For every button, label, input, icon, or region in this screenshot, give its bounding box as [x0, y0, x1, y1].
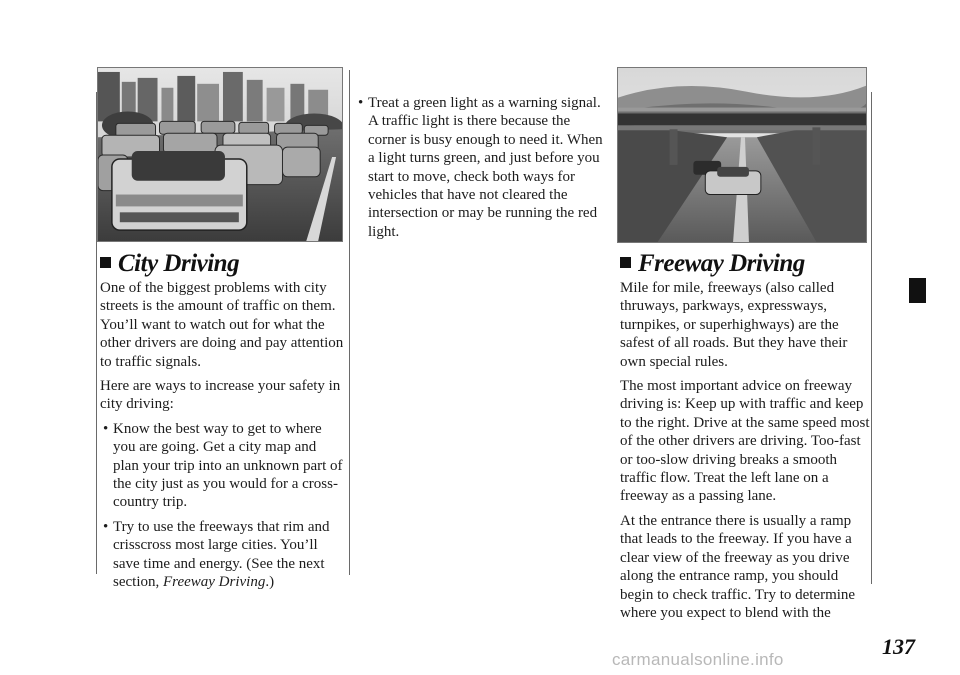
- black-square-icon: [100, 257, 111, 268]
- freeway-driving-reference: Freeway Driving: [163, 574, 266, 591]
- middle-column-text: [355, 94, 605, 247]
- paragraph: Mile for mile, freeways (also called thruways, parkways, expressways, turnpikes, or superhighways) are the safest of all roads. But they have their own special rules.: [620, 280, 848, 370]
- list-item: • Try to use the freeways that rim and crisscross most large cities. You’ll save time and energy. (See the next section, Freeway Driving.): [103, 518, 330, 591]
- watermark: carmanualsonline.info: [612, 650, 784, 669]
- bullet-dot-icon: •: [358, 95, 364, 111]
- bullet-dot-icon: •: [103, 420, 109, 437]
- column-rule-right: [871, 92, 872, 584]
- right-column-text: [620, 279, 870, 628]
- paragraph: Here are ways to increase your safety in city driving:: [100, 378, 341, 413]
- bullet-dot-icon: •: [103, 518, 109, 535]
- page-number: 137: [882, 634, 915, 659]
- list-item: • Treat a green light as a warning signal. A traffic light is there because the corner is busy enough to need it. When a light turns green, and just before you start to move, check both ways for vehicles that have not cleared the intersection or may be running the red light.: [358, 95, 603, 240]
- city-driving-heading-text: City Driving: [118, 250, 240, 277]
- city-traffic-photo: [97, 67, 343, 242]
- freeway-overpass-photo: [617, 67, 867, 243]
- chapter-tab-marker: [909, 278, 926, 303]
- list-item: • Know the best way to get to where you are going. Get a city map and plan your trip into an unknown part of the city just as you would for a cross-country trip.: [103, 420, 343, 511]
- paragraph: The most important advice on freeway driving is: Keep up with traffic and keep to the right. Drive at the same speed most of the other drivers are driving. Too-fast or too-slow driving breaks a smooth traffic flow. Treat the left lane on a freeway as a passing lane.: [620, 378, 870, 505]
- left-column-text: [100, 279, 345, 598]
- freeway-driving-heading: [620, 250, 805, 278]
- paragraph: One of the biggest problems with city streets is the amount of traffic on them. You’ll want to watch out for what the other drivers are doing and pay attention to traffic signals.: [100, 280, 344, 370]
- freeway-driving-heading-text: Freeway Driving: [638, 250, 805, 277]
- paragraph: At the entrance there is usually a ramp that leads to the freeway. If you have a clear view of the freeway as you drive along the entrance ramp, you should begin to check traffic. Try to determine where you expect to blend with the: [620, 512, 856, 621]
- column-rule-middle: [349, 70, 350, 575]
- city-driving-heading: [100, 250, 239, 278]
- black-square-icon: [620, 257, 631, 268]
